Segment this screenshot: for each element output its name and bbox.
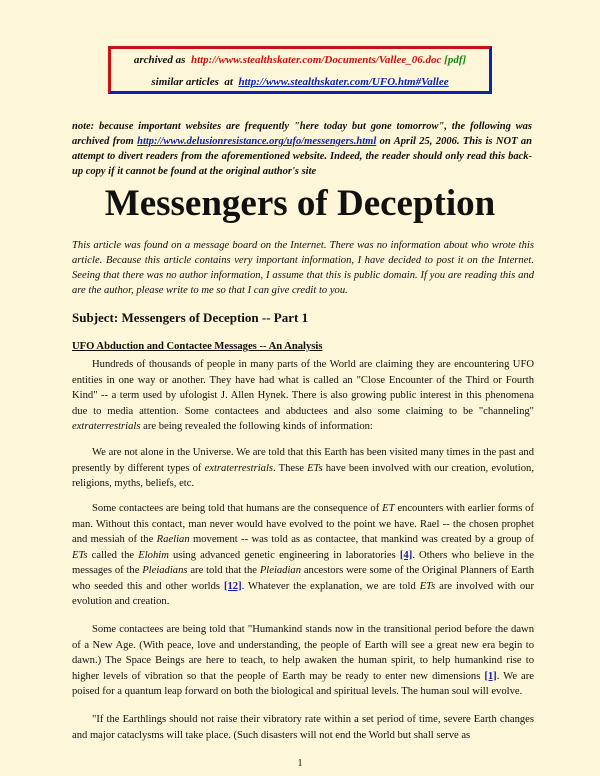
reference-link-12[interactable]: [12]: [223, 580, 242, 592]
text-run: "If the Earthlings should not raise their vibratory rate within a set period of time, severe Earth changes and major cataclysms will take place. (Such disasters will not end the World but shall serve as: [72, 714, 534, 741]
text-run: are involved with our evolution and creation.: [72, 580, 534, 607]
subject-heading: Subject: Messengers of Deception -- Part 1: [72, 310, 309, 325]
text-run: . Others who believe in the messages of the: [72, 549, 534, 576]
emphasis: Raelian: [156, 534, 190, 545]
text-run: Some contactees are being told that "Humankind stands now in the transitional period before the dawn of a New Age. (With peace, love and understanding, the people of Earth will see a great new era begin to dawn.) The Space Beings are here to teach, to help awaken the human spirit, to help humankind rise to higher levels of vibration so that the people of Earth may be ready to enter new dimensions: [72, 624, 534, 682]
at-label: at: [224, 76, 233, 88]
similar-articles-line: [111, 76, 489, 88]
pdf-link[interactable]: [pdf]: [444, 54, 467, 66]
text-run: movement -- was told as as contactee, that mankind was created by a group of: [189, 534, 534, 545]
archive-box: [108, 46, 492, 94]
body-paragraph-2: [72, 445, 534, 492]
archived-url-link[interactable]: http://www.stealthskater.com/Documents/Vallee_06.doc: [190, 54, 442, 66]
text-run: are being revealed the following kinds of information:: [140, 421, 373, 432]
text-run: have been involved with our creation, evolution, religions, myths, beliefs, etc.: [72, 462, 534, 489]
text-run: Some contactees are being told that humans are the consequence of: [92, 503, 383, 514]
page-number: 1: [297, 758, 303, 769]
reference-link-4[interactable]: [4]: [399, 549, 413, 561]
emphasis: extraterrestrials: [72, 421, 141, 432]
intro-paragraph: This article was found on a message board on the Internet. There was no information about who wrote this article. Because this article contains very important information, I have decided to post it on the Internet. Seeing that there was no author information, I assume that this is public domain. If you are reading this and are the author, please write to me so that I can give credit to you.: [72, 240, 534, 296]
body-paragraph-4: [72, 622, 534, 700]
text-run: are told that the: [187, 565, 260, 576]
archive-note: [72, 119, 532, 179]
text-run: encounters with earlier forms of man. Without this contact, man never would have evolved to the point we have. Rael -- the chosen prophet and messiah of the: [72, 503, 534, 545]
archive-line: [111, 54, 489, 66]
emphasis: extraterrestrials: [204, 462, 274, 474]
page-title: Messengers of Deception: [104, 183, 496, 224]
body-paragraph-3: [72, 501, 534, 610]
text-run: . We are poised for a quantum leap forward on both the biological and spiritual levels. The human soul will evolve.: [72, 670, 534, 697]
emphasis: Elohim: [138, 549, 169, 561]
text-run: . Whatever the explanation, we are told: [241, 580, 420, 592]
archived-as-label: archived as: [133, 54, 186, 66]
text-run: We are not alone in the Universe. We are told that this Earth has been visited many times in the past and presently by different types of: [72, 447, 534, 474]
emphasis: ET: [382, 503, 395, 514]
body-paragraph-5: [72, 712, 534, 743]
emphasis: ETs: [419, 580, 436, 592]
note-text-end: on April 25, 2006. This is NOT an attempt to divert readers from the aforementioned website. Indeed, the reader should only read this back-up copy if it cannot be found at the original author's site: [72, 136, 532, 177]
emphasis: Pleiadians: [142, 565, 188, 576]
emphasis: ETs: [72, 549, 88, 561]
text-run: Hundreds of thousands of people in many parts of the World are claiming they are encountering UFO entities in one way or another. They have had what is called an "Close Encounter of the Third or Fourth Kind" -- a term used by ufologist J. Allen Hynek. There is also growing public interest in this phenomena due to media attention. Some contactees and abductees and also some claiming to be "channeling": [72, 359, 534, 417]
text-run: using advanced genetic engineering in laboratories: [168, 549, 400, 561]
section-heading: UFO Abduction and Contactee Messages -- An Analysis: [72, 341, 323, 352]
reference-link-1[interactable]: [1]: [484, 670, 497, 682]
original-source-link[interactable]: http://www.delusionresistance.org/ufo/messengers.html: [137, 136, 377, 147]
text-run: called the: [87, 549, 139, 561]
emphasis: Pleiadian: [259, 565, 302, 576]
similar-url-link[interactable]: http://www.stealthskater.com/UFO.htm#Vallee: [238, 76, 449, 88]
emphasis: ETs: [307, 462, 323, 474]
note-text-start: note: because important websites are frequently "here today but gone tomorrow", the following was archived from: [72, 121, 532, 147]
similar-label: similar articles: [151, 76, 219, 88]
body-paragraph-1: [72, 357, 534, 435]
text-run: ancestors were some of the Original Planners of Earth who seeded this and other worlds: [72, 565, 534, 592]
text-run: . These: [273, 462, 308, 474]
